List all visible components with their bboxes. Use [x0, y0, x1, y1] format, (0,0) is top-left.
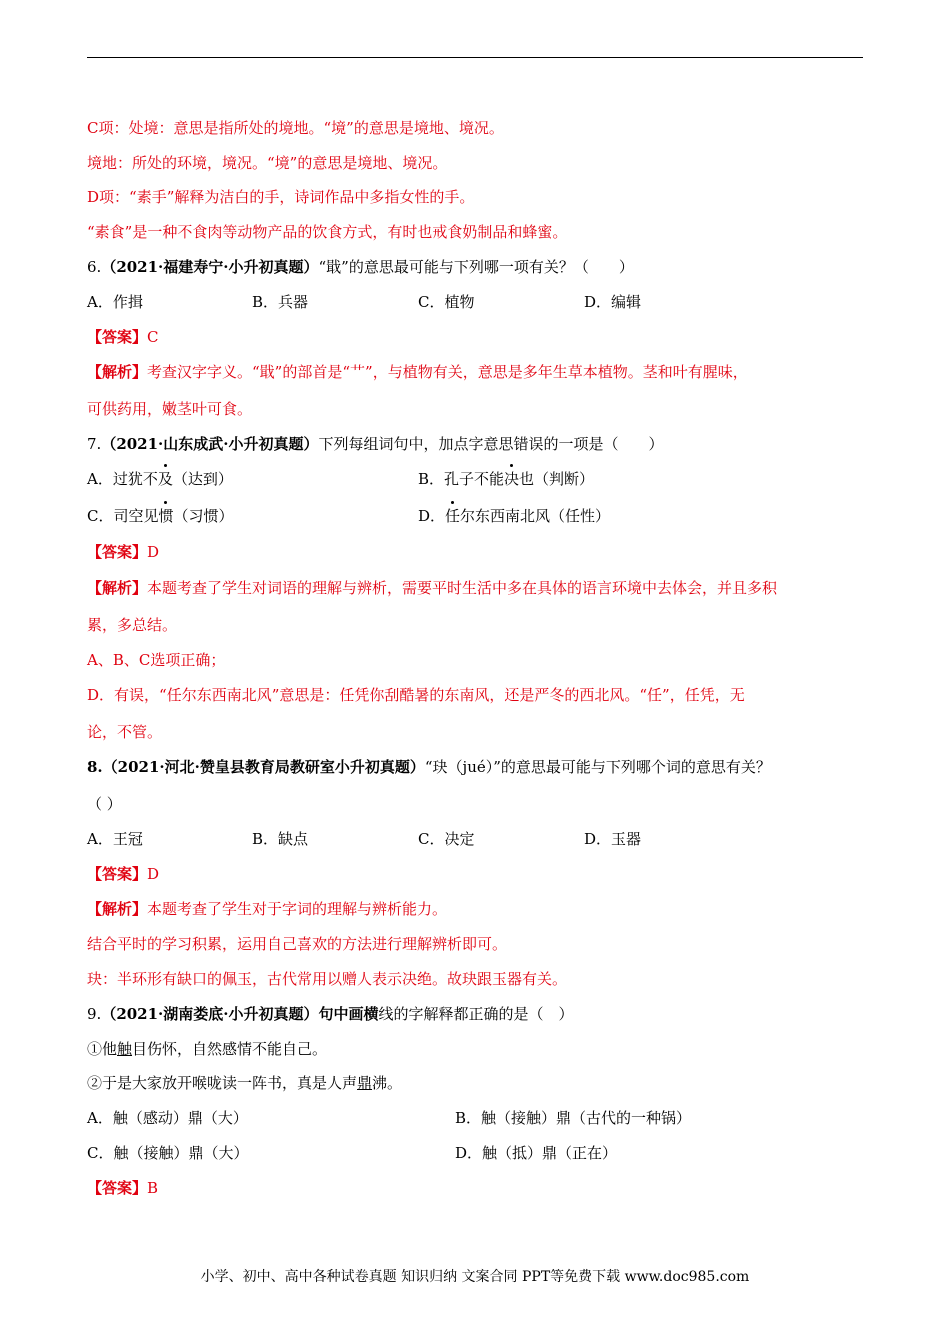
answer-line — [87, 542, 159, 562]
answer-line — [87, 327, 159, 347]
question-stem: 下列每组词句中，加点字意思错误的一项是（ ） — [318, 435, 664, 453]
question-8 — [87, 757, 771, 777]
option-text: 尔东西南北风（任性） — [460, 507, 611, 525]
question-6 — [87, 257, 634, 277]
option-text: （达到） — [172, 470, 233, 488]
option-c: C．决定 — [418, 830, 475, 848]
sentence-text: ①他 — [87, 1040, 118, 1058]
analysis-tag: 【解析】 — [87, 579, 148, 597]
analysis-text: 本题考查了学生对词语的理解与辨析，需要平时生活中多在具体的语言环境中去体会，并且多积 — [147, 579, 778, 597]
underlined-char: 触 — [117, 1040, 133, 1058]
analysis-line: 玦：半环形有缺口的佩玉，古代常用以赠人表示决绝。故玦跟玉器有关。 — [87, 970, 568, 988]
answer-line — [87, 864, 159, 884]
option-b — [418, 469, 594, 489]
question-stem: 线的字解释都正确的是（ ） — [378, 1005, 574, 1023]
option-a: A．作揖 — [87, 293, 143, 311]
analysis-line: 累，多总结。 — [87, 616, 178, 634]
option-a: A．触（感动）鼎（大） — [87, 1109, 248, 1127]
answer-value: D — [147, 865, 160, 883]
analysis-line — [87, 899, 447, 919]
analysis-line: 结合平时的学习积累，运用自己喜欢的方法进行理解辨析即可。 — [87, 935, 508, 953]
sentence-text: 目伤怀，自然感情不能自己。 — [132, 1040, 328, 1058]
option-c: C．触（接触）鼎（大） — [87, 1144, 249, 1162]
question-7 — [87, 434, 664, 454]
text-line: “素食”是一种不食肉等动物产品的饮食方式，有时也戒食奶制品和蜂蜜。 — [87, 223, 568, 241]
option-b: B．触（接触）鼎（古代的一种锅） — [455, 1109, 692, 1127]
analysis-line — [87, 362, 748, 382]
question-source: （2021·湖南娄底·小升初真题） — [101, 1005, 319, 1023]
option-text: A．过犹不 — [87, 470, 158, 488]
page-footer: 小学、初中、高中各种试卷真题 知识归纳 文案合同 PPT等免费下载 www.doc985.com — [200, 1269, 750, 1285]
option-text: D． — [418, 507, 446, 525]
analysis-line — [87, 578, 777, 598]
question-9 — [87, 1004, 574, 1024]
answer-tag: 【答案】 — [87, 543, 148, 561]
dotted-char: 任 — [445, 507, 461, 525]
header-rule — [87, 57, 863, 58]
sentence-1 — [87, 1039, 327, 1059]
answer-value: B — [147, 1179, 159, 1197]
analysis-tag: 【解析】 — [87, 900, 148, 918]
analysis-line: A、B、C选项正确； — [87, 651, 226, 669]
analysis-line: 可供药用，嫩茎叶可食。 — [87, 400, 253, 418]
sentence-2 — [87, 1073, 402, 1093]
question-stem: 句中画横 — [318, 1005, 379, 1023]
answer-tag: 【答案】 — [87, 865, 148, 883]
question-number: 9. — [87, 1005, 102, 1023]
option-d: D．触（抵）鼎（正在） — [455, 1144, 618, 1162]
question-number: 8. — [87, 758, 103, 776]
option-d: D．玉器 — [584, 830, 642, 848]
question-stem: “玦（jué）”的意思最可能与下列哪个词的意思有关？ — [424, 758, 771, 776]
analysis-line: D．有误，“任尔东西南北风”意思是：任凭你刮酷暑的东南风，还是严冬的西北风。“任”，任凭，无 — [87, 686, 745, 704]
answer-tag: 【答案】 — [87, 1179, 148, 1197]
dotted-char: 决 — [504, 470, 520, 488]
answer-tag: 【答案】 — [87, 328, 148, 346]
analysis-tag: 【解析】 — [87, 363, 148, 381]
analysis-text: 本题考查了学生对于字词的理解与辨析能力。 — [147, 900, 448, 918]
underlined-char: 鼎 — [357, 1074, 373, 1092]
option-c: C．植物 — [418, 293, 475, 311]
option-d — [418, 506, 610, 526]
text-line: 境地：所处的环境，境况。“境”的意思是境地、境况。 — [87, 154, 448, 172]
option-text: B．孔子不能 — [418, 470, 505, 488]
sentence-text: ②于是大家放开喉咙读一阵书，真是人声 — [87, 1074, 358, 1092]
dotted-char: 惯 — [158, 507, 174, 525]
question-source: （2021·山东成武·小升初真题） — [101, 435, 319, 453]
sentence-text: 沸。 — [372, 1074, 403, 1092]
analysis-line: 论，不管。 — [87, 723, 163, 741]
answer-value: C — [147, 328, 159, 346]
dotted-char: 及 — [157, 470, 173, 488]
option-b: B．缺点 — [252, 830, 309, 848]
option-b: B．兵器 — [252, 293, 309, 311]
text-line: C项：处境：意思是指所处的境地。“境”的意思是境地、境况。 — [87, 119, 504, 137]
text-line: D项：“素手”解释为洁白的手，诗词作品中多指女性的手。 — [87, 188, 475, 206]
question-number: 6. — [87, 258, 102, 276]
question-stem: “戢”的意思最可能与下列哪一项有关？（ ） — [318, 258, 634, 276]
question-stem-continued: （ ） — [87, 795, 122, 813]
question-source: （2021·河北·赞皇县教育局教研室小升初真题） — [102, 758, 425, 776]
analysis-text: 考查汉字字义。“戢”的部首是“艹”，与植物有关，意思是多年生草本植物。茎和叶有腥味， — [147, 363, 748, 381]
question-number: 7. — [87, 435, 102, 453]
option-c — [87, 506, 234, 526]
option-a: A．王冠 — [87, 830, 143, 848]
answer-line — [87, 1178, 158, 1198]
option-d: D．编辑 — [584, 293, 642, 311]
option-text: （习惯） — [173, 507, 234, 525]
option-a — [87, 469, 233, 489]
option-text: C．司空见 — [87, 507, 159, 525]
question-source: （2021·福建寿宁·小升初真题） — [101, 258, 319, 276]
answer-value: D — [147, 543, 160, 561]
option-text: 也（判断） — [519, 470, 595, 488]
